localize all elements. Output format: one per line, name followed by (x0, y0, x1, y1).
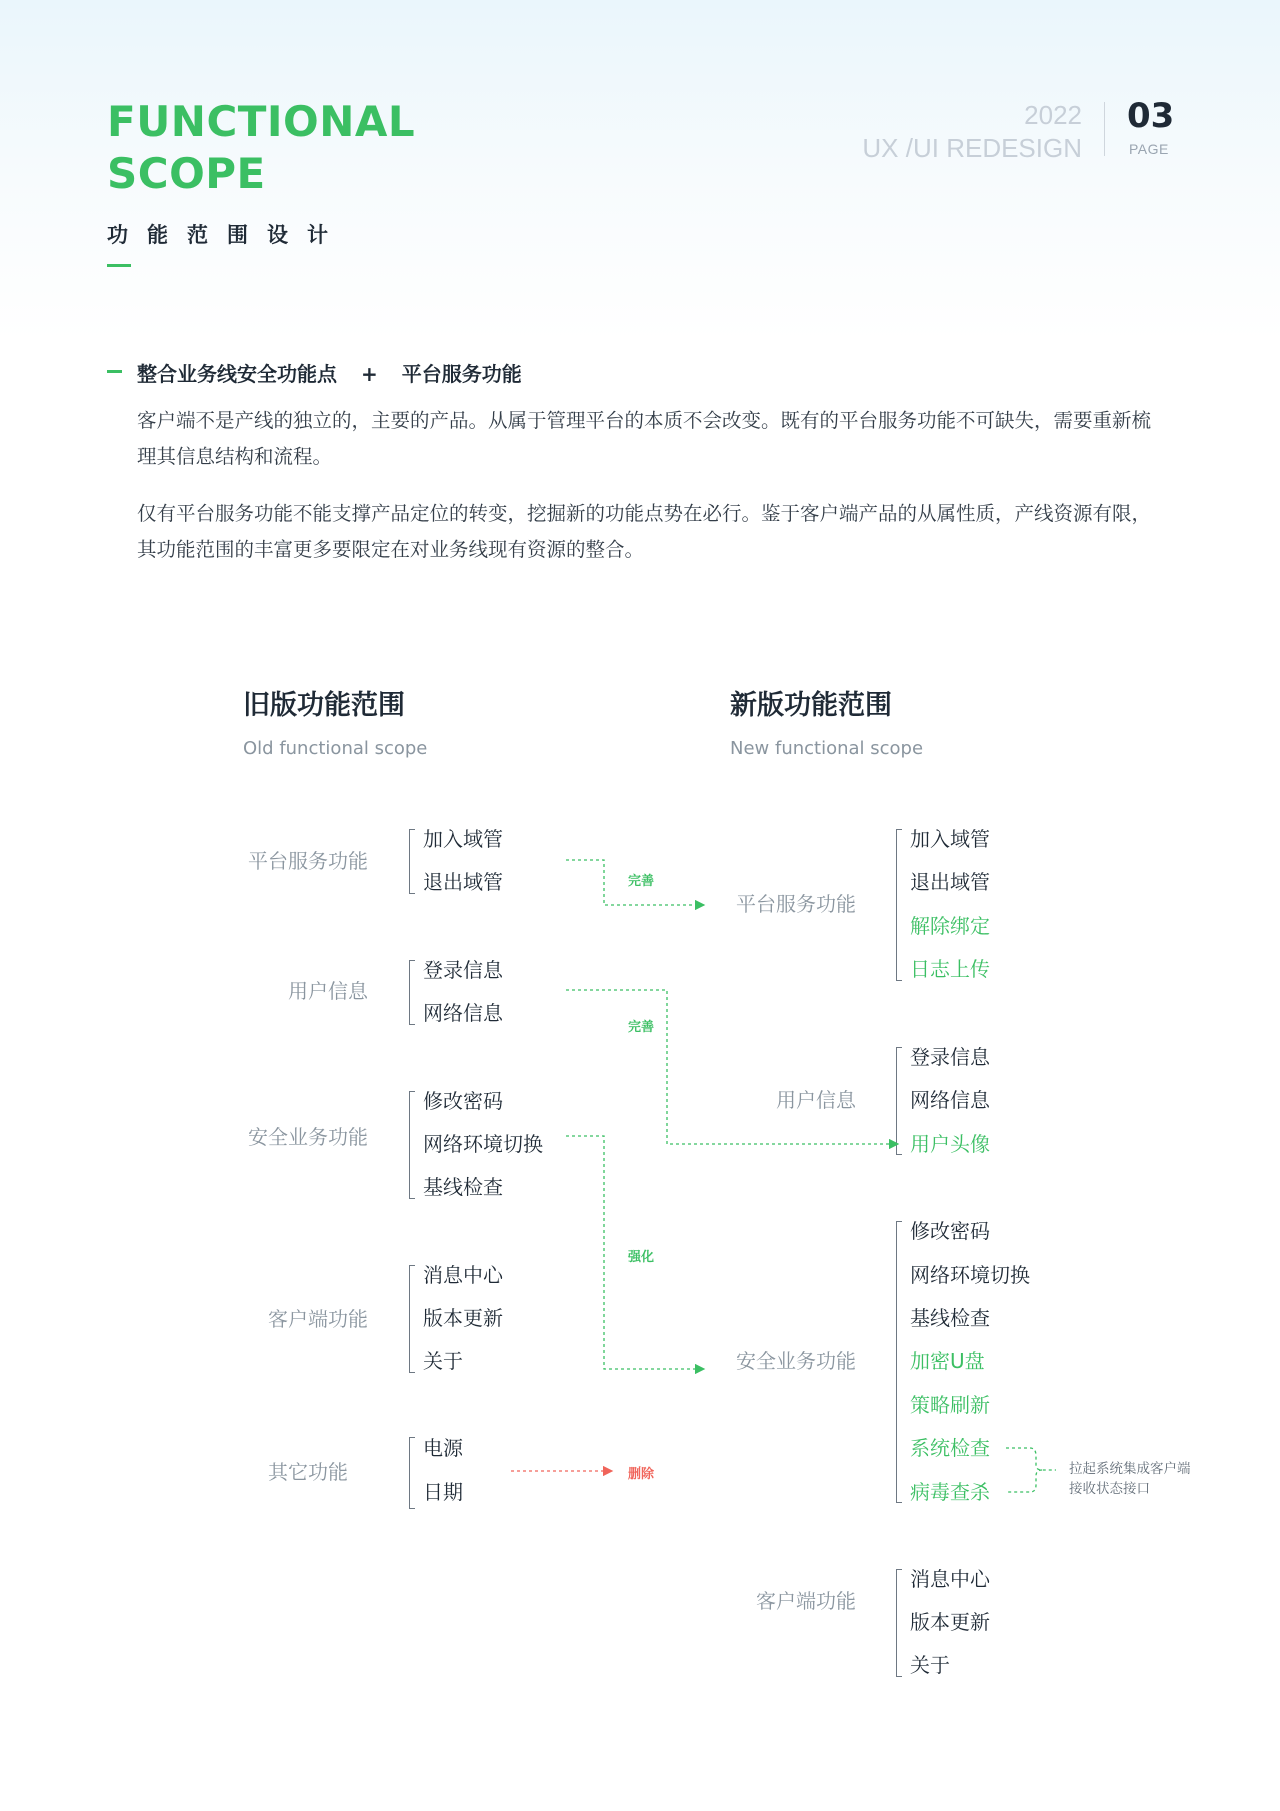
old-scope-title: 旧版功能范围 (243, 690, 405, 721)
new-item: 加入域管 (910, 827, 990, 851)
old-item: 退出域管 (423, 870, 503, 894)
header-subtitle: UX /UI REDESIGN (862, 133, 1082, 163)
new-scope-subtitle: New functional scope (730, 738, 924, 759)
old-item: 修改密码 (423, 1089, 503, 1113)
connector-label-delete: 删除 (628, 1467, 655, 1482)
title-line-2: SCOPE (107, 149, 266, 198)
connector-label-improve-1: 完善 (628, 874, 655, 889)
new-item: 基线检查 (910, 1306, 990, 1330)
new-item-added: 用户头像 (910, 1132, 990, 1156)
new-item: 版本更新 (910, 1610, 990, 1634)
old-item: 版本更新 (423, 1306, 503, 1330)
new-item: 网络环境切换 (910, 1263, 1030, 1287)
old-scope-subtitle: Old functional scope (243, 738, 428, 759)
new-scope-title: 新版功能范围 (730, 690, 892, 721)
section-title-plus: + (361, 362, 378, 386)
new-group-user-name: 用户信息 (776, 1088, 856, 1112)
old-item: 日期 (423, 1480, 463, 1504)
new-item: 登录信息 (910, 1045, 990, 1069)
page-title-cn: 功能范围设计 (107, 223, 347, 247)
old-item: 消息中心 (423, 1263, 503, 1287)
old-item: 基线检查 (423, 1175, 503, 1199)
old-item: 加入域管 (423, 827, 503, 851)
new-group-security-name: 安全业务功能 (736, 1349, 856, 1373)
old-group-platform-name: 平台服务功能 (248, 849, 368, 873)
note-line-1: 拉起系统集成客户端 (1069, 1461, 1191, 1477)
page-label: PAGE (1129, 141, 1169, 157)
new-item: 退出域管 (910, 870, 990, 894)
connector-label-strengthen: 强化 (628, 1250, 655, 1265)
old-item: 网络信息 (423, 1001, 503, 1025)
new-item-added: 系统检查 (910, 1436, 990, 1460)
integration-note (1069, 1459, 1191, 1499)
paragraph-2: 仅有平台服务功能不能支撑产品定位的转变，挖掘新的功能点势在必行。鉴于客户端产品的从属性质，产线资源有限，其功能范围的丰富更多要限定在对业务线现有资源的整合。 (137, 502, 1152, 561)
new-item: 修改密码 (910, 1219, 990, 1243)
section-title-right: 平台服务功能 (401, 362, 522, 386)
new-item-added: 策略刷新 (910, 1393, 990, 1417)
new-item-added: 加密U盘 (910, 1349, 985, 1373)
header-year: 2022 (1024, 100, 1082, 130)
new-item-added: 解除绑定 (910, 914, 990, 938)
old-item: 电源 (423, 1436, 463, 1460)
old-item: 登录信息 (423, 958, 503, 982)
section-title-left: 整合业务线安全功能点 (137, 362, 337, 386)
new-item-added: 日志上传 (910, 957, 990, 981)
new-group-client-name: 客户端功能 (756, 1589, 856, 1613)
paragraph-1: 客户端不是产线的独立的，主要的产品。从属于管理平台的本质不会改变。既有的平台服务功能不可缺失，需要重新梳理其信息结构和流程。 (137, 409, 1152, 468)
connector-user (566, 990, 898, 1144)
new-item-added: 病毒查杀 (910, 1480, 990, 1504)
old-item: 关于 (423, 1349, 463, 1373)
new-group-platform-name: 平台服务功能 (736, 892, 856, 916)
page-number: 03 (1127, 96, 1175, 136)
old-group-security-name: 安全业务功能 (248, 1125, 368, 1149)
old-group-user-name: 用户信息 (288, 979, 368, 1003)
new-item: 网络信息 (910, 1088, 990, 1112)
new-item: 消息中心 (910, 1567, 990, 1591)
note-line-2: 接收状态接口 (1069, 1481, 1150, 1497)
new-item: 关于 (910, 1653, 950, 1677)
old-group-client-name: 客户端功能 (268, 1307, 368, 1331)
title-line-1: FUNCTIONAL (107, 97, 416, 146)
old-group-other-name: 其它功能 (268, 1460, 348, 1484)
note-brace (1006, 1448, 1056, 1492)
connector-label-improve-2: 完善 (628, 1020, 655, 1035)
old-item: 网络环境切换 (423, 1132, 543, 1156)
